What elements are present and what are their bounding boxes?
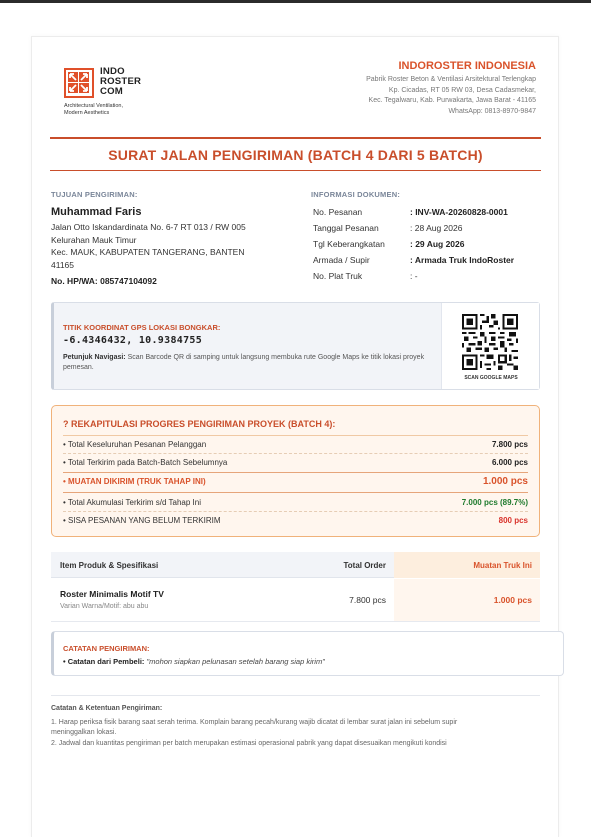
delivery-note-box bbox=[51, 631, 564, 676]
qr-caption: SCAN GOOGLE MAPS bbox=[464, 375, 518, 381]
gps-coordinate-box bbox=[51, 302, 540, 390]
recipient-label: TUJUAN PENGIRIMAN: bbox=[51, 190, 138, 199]
recipient-address: Jalan Otto Iskandardinata No. 6-7 RT 013 / RW 005 Kelurahan Mauk Timur Kec. MAUK, KABUPATEN TANGERANG, BANTEN 41165 bbox=[51, 222, 246, 270]
logo-mark-icon bbox=[64, 68, 94, 98]
window-top-bar bbox=[0, 0, 591, 3]
delivery-progress-recap bbox=[51, 405, 540, 537]
company-address-2: Kec. Tegalwaru, Kab. Purwakarta, Jawa Barat - 41165 bbox=[368, 97, 536, 104]
recap-row-current-load: • MUATAN DIKIRIM (TRUK TAHAP INI) 1.000 pcs bbox=[63, 472, 528, 493]
product-variant: Varian Warna/Motif: abu abu bbox=[60, 603, 149, 610]
gps-navigation-hint: Petunjuk Navigasi: Scan Barcode QR di samping untuk langsung membuka rute Google Maps ke titik lokasi proyek pemesan. bbox=[63, 354, 425, 371]
table-row bbox=[51, 579, 540, 622]
company-name: INDOROSTER INDONESIA bbox=[398, 60, 536, 72]
product-name: Roster Minimalis Motif TV bbox=[60, 589, 164, 599]
terms-divider bbox=[51, 695, 540, 696]
product-total-order: 7.800 pcs bbox=[349, 595, 386, 605]
google-maps-qr-icon[interactable] bbox=[462, 314, 518, 370]
recap-row-previously-sent: • Total Terkirim pada Batch-Batch Sebelumnya 6.000 pcs bbox=[63, 458, 528, 467]
items-table-header bbox=[51, 552, 540, 578]
recap-row-total-order: • Total Keseluruhan Pesanan Pelanggan 7.800 pcs bbox=[63, 436, 528, 454]
gps-coordinates: -6.4346432, 10.9384755 bbox=[63, 335, 203, 346]
company-whatsapp: WhatsApp: 0813-8970-9847 bbox=[448, 107, 536, 115]
company-logo bbox=[64, 68, 154, 123]
delivery-note-page: INDO ROSTER COM Architectural Ventilation, Modern Aesthetics INDOROSTER INDONESIA Pabrik Roster Beton & Ventilasi Arsitektural Terlengkap Kp. Cicadas, RT 05 RW 03, Desa Cadasmekar, Kec. Tegalwaru, Kab. Purwakarta, Jawa Barat - 41165 WhatsApp: 0813-8970-9847 SURAT JALAN PENGIRIMAN (BATCH 4 DARI 5 BATCH) TUJUAN PENGIRIMAN: Muhammad Faris Jalan Otto Iskandardinata No. 6-7 RT 013 / RW 005 Kelurahan Mauk Timur Kec. MAUK, KABUPATEN TANGERANG, BANTEN 41165 No. HP/WA: 085747104092 INFORMASI DOKUMEN: No. Pesanan : INV-WA-20260828-0001 Tanggal Pesanan : 28 Aug 2026 Tgl Keberangkatan : 29 Aug 2026 Armada / Supir : Armada Truk IndoRoster No. Plat Truk : - TITIK KOORDINAT GPS LOKASI BONGKAR: -6.4346432, 10.9384755 Petunjuk Navigasi: Scan Barcode QR di samping untuk langsung membuka rute Google Maps ke titik lokasi proyek pemesan. SCAN GOOGLE MAPS ? REKAPITULASI PROGRES PENGIRIMAN PROYEK (BATCH 4): • Total Keseluruhan Pesanan Pelanggan 7.800 pcs • Total Terkirim pada Batch-Batch Sebelumnya 6.000 pcs • MUATAN DIKIRIM (TRUK TAHAP INI) 1.000 pcs • Total Akumulasi Terkirim s/d Tahap Ini 7.000 pcs (89.7%) • SISA PESANAN YANG BELUM TERKIRIM 800 pcs Item Produk & Spesifikasi Total Order Muatan Truk Ini Roster Minimalis Motif TV Varian Warna/Motif: abu abu 7.800 pcs 1.000 pcs CATATAN PENGIRIMAN: • Catatan dari Pembeli: "mohon siapkan pelunasan setelah barang siap kirim" Catatan & Ketentuan Pengiriman: 1. Harap periksa fisik barang saat serah terima. Komplain barang pecah/kurang wajib dicatat di lembar surat jalan ini sebelum supir meninggalkan lokasi. 2. Jadwal dan kuantitas pengiriman per batch merupakan estimasi operasional pabrik yang dapat disesuaikan mengikuti kondisi bbox=[31, 36, 559, 837]
recap-row-remaining: • SISA PESANAN YANG BELUM TERKIRIM 800 pcs bbox=[63, 516, 528, 525]
document-info-label: INFORMASI DOKUMEN: bbox=[311, 190, 401, 199]
note-title: CATATAN PENGIRIMAN: bbox=[63, 644, 150, 653]
column-total-order: Total Order bbox=[343, 561, 386, 570]
qr-panel bbox=[441, 303, 539, 389]
gps-title: TITIK KOORDINAT GPS LOKASI BONGKAR: bbox=[63, 323, 221, 332]
recap-title: ? REKAPITULASI PROGRES PENGIRIMAN PROYEK (BATCH 4): bbox=[63, 419, 336, 429]
column-item: Item Produk & Spesifikasi bbox=[60, 561, 159, 570]
company-tagline: Pabrik Roster Beton & Ventilasi Arsitektural Terlengkap bbox=[366, 76, 536, 83]
terms-line-1-cont: meninggalkan lokasi. bbox=[51, 729, 117, 736]
product-truck-load: 1.000 pcs bbox=[394, 579, 540, 621]
terms-title: Catatan & Ketentuan Pengiriman: bbox=[51, 705, 163, 712]
buyer-note: • Catatan dari Pembeli: "mohon siapkan pelunasan setelah barang siap kirim" bbox=[63, 657, 325, 666]
column-truck-load: Muatan Truk Ini bbox=[394, 552, 540, 578]
terms-line-1: 1. Harap periksa fisik barang saat serah terima. Komplain barang pecah/kurang wajib dicatat di lembar surat jalan ini sebelum supir bbox=[51, 718, 458, 726]
logo-wordmark: INDO ROSTER COM bbox=[100, 66, 142, 97]
recap-row-accumulated: • Total Akumulasi Terkirim s/d Tahap Ini 7.000 pcs (89.7%) bbox=[63, 494, 528, 512]
company-address-1: Kp. Cicadas, RT 05 RW 03, Desa Cadasmekar, bbox=[388, 86, 536, 94]
logo-tagline: Architectural Ventilation, Modern Aesthetics bbox=[64, 103, 124, 116]
header-divider bbox=[50, 137, 541, 139]
recipient-name: Muhammad Faris bbox=[51, 206, 142, 218]
terms-line-2: 2. Jadwal dan kuantitas pengiriman per batch merupakan estimasi operasional pabrik yang dapat disesuaikan mengikuti kondisi bbox=[51, 739, 447, 747]
terms-and-conditions bbox=[51, 704, 540, 749]
recipient-phone: No. HP/WA: 085747104092 bbox=[51, 276, 157, 286]
document-title: SURAT JALAN PENGIRIMAN (BATCH 4 DARI 5 BATCH) bbox=[108, 147, 483, 163]
title-divider bbox=[50, 170, 541, 171]
company-header bbox=[366, 60, 536, 117]
